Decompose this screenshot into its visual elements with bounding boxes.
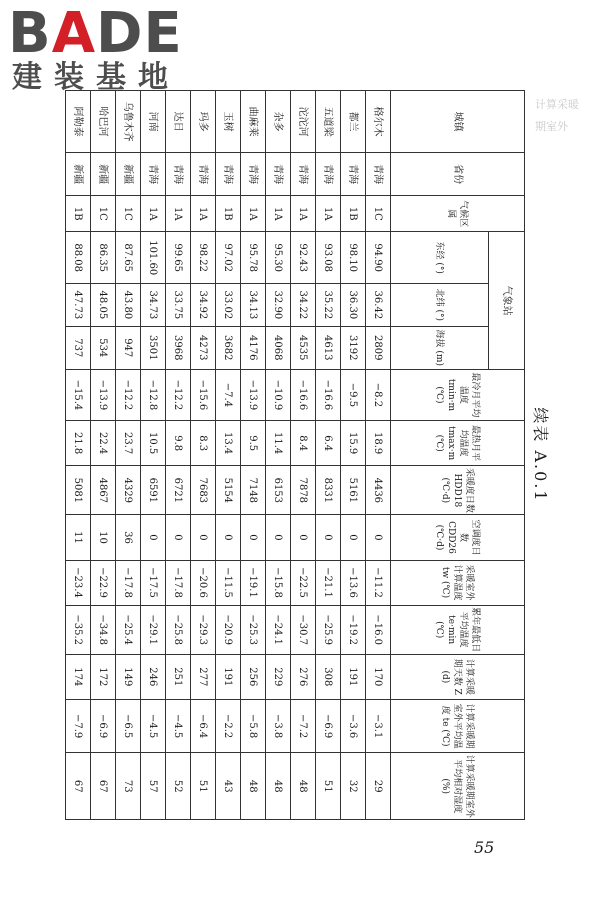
header-heating-avg-outdoor: 计算采暖期室外平均温度 te (℃) [391, 699, 525, 753]
cell-tmin: −15.6 [191, 369, 216, 420]
cell-temin: −20.9 [216, 605, 241, 654]
cell-lat: 34.22 [291, 283, 316, 326]
cell-z: 246 [141, 654, 166, 699]
cell-temin: −16.0 [366, 605, 391, 654]
cell-tmin: −10.9 [266, 369, 291, 420]
cell-alt: 2809 [366, 326, 391, 369]
cell-rh: 67 [91, 753, 116, 820]
cell-province: 青海 [266, 153, 291, 196]
cell-z: 170 [366, 654, 391, 699]
cell-tmin: −7.4 [216, 369, 241, 420]
cell-province: 新疆 [66, 153, 91, 196]
logo-subtitle: 建装基地 [12, 60, 180, 95]
cell-z: 256 [241, 654, 266, 699]
cell-cdd: 0 [191, 515, 216, 560]
cell-tmax: 10.5 [141, 421, 166, 466]
cell-alt: 534 [91, 326, 116, 369]
table-row [216, 91, 241, 820]
cell-z: 191 [216, 654, 241, 699]
header-heating-avg-rh: 计算采暖期室外平均相对湿度 (%) [391, 753, 525, 820]
cell-rh: 51 [191, 753, 216, 820]
cell-cdd: 0 [366, 515, 391, 560]
table-row [116, 91, 141, 820]
cell-province: 新疆 [116, 153, 141, 196]
cell-lat: 32.90 [266, 283, 291, 326]
cell-cdd: 0 [166, 515, 191, 560]
cell-te: −6.4 [191, 699, 216, 753]
page-number: 55 [474, 838, 495, 857]
cell-hdd: 7683 [191, 466, 216, 515]
cell-alt: 4613 [316, 326, 341, 369]
table-row [341, 91, 366, 820]
table-caption: 续表 A.0.1 [531, 407, 550, 503]
cell-lat: 36.42 [366, 283, 391, 326]
cell-tmax: 22.4 [91, 421, 116, 466]
cell-tmin: −12.2 [116, 369, 141, 420]
cell-tmax: 15.9 [341, 421, 366, 466]
cell-cdd: 0 [266, 515, 291, 560]
cell-hdd: 8331 [316, 466, 341, 515]
cell-tmin: −9.5 [341, 369, 366, 420]
cell-tmin: −16.6 [291, 369, 316, 420]
cell-tmin: −13.9 [91, 369, 116, 420]
table-row [266, 91, 291, 820]
cell-tmax: 18.9 [366, 421, 391, 466]
cell-province: 青海 [241, 153, 266, 196]
cell-tmax: 23.7 [116, 421, 141, 466]
cell-hdd: 4867 [91, 466, 116, 515]
cell-te: −3.8 [266, 699, 291, 753]
cell-lon: 97.02 [216, 232, 241, 283]
cell-te: −3.1 [366, 699, 391, 753]
rotated-table-container [72, 90, 555, 820]
cell-zone: 1B [66, 196, 91, 232]
cell-tmin: −15.4 [66, 369, 91, 420]
cell-tmax: 9.5 [241, 421, 266, 466]
cell-city: 哈巴河 [91, 91, 116, 153]
cell-lon: 98.22 [191, 232, 216, 283]
cell-city: 沱沱河 [291, 91, 316, 153]
cell-z: 308 [316, 654, 341, 699]
table-body [66, 91, 391, 820]
cell-city: 玛多 [191, 91, 216, 153]
table-row [191, 91, 216, 820]
table-row [366, 91, 391, 820]
cell-z: 174 [66, 654, 91, 699]
header-heating-outdoor: 采暖室外计算温度 tw (℃) [391, 560, 525, 605]
climate-data-table [65, 90, 525, 820]
cell-zone: 1A [291, 196, 316, 232]
cell-tw: −20.6 [191, 560, 216, 605]
cell-alt: 4535 [291, 326, 316, 369]
cell-lon: 87.65 [116, 232, 141, 283]
cell-tmax: 11.4 [266, 421, 291, 466]
cell-z: 172 [91, 654, 116, 699]
cell-hdd: 6153 [266, 466, 291, 515]
watermark-1: 计算采暖 [535, 98, 579, 111]
cell-temin: −35.2 [66, 605, 91, 654]
cell-cdd: 0 [341, 515, 366, 560]
cell-z: 277 [191, 654, 216, 699]
cell-province: 青海 [316, 153, 341, 196]
cell-z: 276 [291, 654, 316, 699]
cell-hdd: 6721 [166, 466, 191, 515]
cell-alt: 737 [66, 326, 91, 369]
cell-lat: 35.22 [316, 283, 341, 326]
table-row [141, 91, 166, 820]
table-row [241, 91, 266, 820]
table-row [166, 91, 191, 820]
cell-province: 青海 [216, 153, 241, 196]
cell-province: 新疆 [91, 153, 116, 196]
cell-te: −2.2 [216, 699, 241, 753]
cell-tw: −17.8 [166, 560, 191, 605]
header-city: 城镇 [391, 91, 525, 153]
cell-lon: 98.10 [341, 232, 366, 283]
cell-cdd: 0 [216, 515, 241, 560]
cell-rh: 48 [291, 753, 316, 820]
cell-temin: −30.7 [291, 605, 316, 654]
cell-te: −7.2 [291, 699, 316, 753]
cell-tw: −21.1 [316, 560, 341, 605]
cell-city: 曲麻莱 [241, 91, 266, 153]
header-extreme-min: 累年最低日平均温度 te·min (℃) [391, 605, 525, 654]
cell-province: 青海 [141, 153, 166, 196]
cell-cdd: 11 [66, 515, 91, 560]
cell-tw: −11.5 [216, 560, 241, 605]
cell-te: −4.5 [141, 699, 166, 753]
cell-tmax: 6.4 [316, 421, 341, 466]
cell-hdd: 5081 [66, 466, 91, 515]
cell-z: 149 [116, 654, 141, 699]
cell-province: 青海 [166, 153, 191, 196]
cell-rh: 48 [241, 753, 266, 820]
cell-zone: 1A [241, 196, 266, 232]
cell-z: 229 [266, 654, 291, 699]
cell-te: −4.5 [166, 699, 191, 753]
table-row [66, 91, 91, 820]
cell-zone: 1A [316, 196, 341, 232]
cell-alt: 3192 [341, 326, 366, 369]
cell-z: 191 [341, 654, 366, 699]
cell-alt: 4273 [191, 326, 216, 369]
cell-te: −7.9 [66, 699, 91, 753]
cell-te: −6.5 [116, 699, 141, 753]
cell-zone: 1C [366, 196, 391, 232]
cell-tmax: 9.8 [166, 421, 191, 466]
cell-alt: 947 [116, 326, 141, 369]
cell-temin: −34.8 [91, 605, 116, 654]
cell-rh: 51 [316, 753, 341, 820]
cell-tmin: −13.9 [241, 369, 266, 420]
header-heating-days: 计算采暖期天数 Z (d) [391, 654, 525, 699]
cell-alt: 4068 [266, 326, 291, 369]
cell-city: 杂多 [266, 91, 291, 153]
cell-hdd: 4329 [116, 466, 141, 515]
cell-hdd: 4436 [366, 466, 391, 515]
cell-rh: 48 [266, 753, 291, 820]
header-station: 气象站 [489, 232, 525, 369]
table-row [91, 91, 116, 820]
cell-tw: −22.5 [291, 560, 316, 605]
header-coldest-month: 最冷月平均温度 tmin·m (℃) [391, 369, 525, 420]
cell-te: −6.9 [316, 699, 341, 753]
cell-cdd: 0 [241, 515, 266, 560]
cell-tmax: 8.4 [291, 421, 316, 466]
cell-cdd: 10 [91, 515, 116, 560]
cell-hdd: 5154 [216, 466, 241, 515]
cell-tw: −19.1 [241, 560, 266, 605]
cell-tw: −13.6 [341, 560, 366, 605]
cell-rh: 57 [141, 753, 166, 820]
cell-tw: −15.8 [266, 560, 291, 605]
cell-hdd: 6591 [141, 466, 166, 515]
cell-zone: 1A [166, 196, 191, 232]
cell-city: 达日 [166, 91, 191, 153]
cell-cdd: 36 [116, 515, 141, 560]
cell-lon: 95.30 [266, 232, 291, 283]
cell-lat: 34.73 [141, 283, 166, 326]
cell-city: 格尔木 [366, 91, 391, 153]
cell-temin: −25.4 [116, 605, 141, 654]
cell-alt: 4176 [241, 326, 266, 369]
cell-lon: 99.65 [166, 232, 191, 283]
cell-city: 都兰 [341, 91, 366, 153]
cell-temin: −25.8 [166, 605, 191, 654]
logo-wordmark: BADE [8, 1, 183, 66]
cell-temin: −24.1 [266, 605, 291, 654]
cell-tw: −22.9 [91, 560, 116, 605]
cell-rh: 43 [216, 753, 241, 820]
cell-hdd: 7148 [241, 466, 266, 515]
cell-tmin: −12.2 [166, 369, 191, 420]
cell-hdd: 5161 [341, 466, 366, 515]
table-row [291, 91, 316, 820]
cell-city: 河南 [141, 91, 166, 153]
cell-cdd: 0 [141, 515, 166, 560]
cell-temin: −29.3 [191, 605, 216, 654]
cell-tmax: 13.4 [216, 421, 241, 466]
cell-city: 玉树 [216, 91, 241, 153]
cell-lat: 34.13 [241, 283, 266, 326]
cell-te: −3.6 [341, 699, 366, 753]
cell-city: 五道梁 [316, 91, 341, 153]
cell-lon: 101.60 [141, 232, 166, 283]
watermark-2: 期室外 [535, 120, 568, 133]
cell-city: 乌鲁木齐 [116, 91, 141, 153]
header-climate-zone: 气候区属 [391, 196, 525, 232]
cell-zone: 1B [341, 196, 366, 232]
cell-lat: 34.92 [191, 283, 216, 326]
cell-tmax: 21.8 [66, 421, 91, 466]
cell-hdd: 7878 [291, 466, 316, 515]
cell-lon: 86.35 [91, 232, 116, 283]
cell-tw: −23.4 [66, 560, 91, 605]
cell-city: 阿勒泰 [66, 91, 91, 153]
cell-alt: 3968 [166, 326, 191, 369]
header-hdd: 采暖度日数 HDD18 (℃·d) [391, 466, 525, 515]
cell-rh: 29 [366, 753, 391, 820]
cell-lon: 94.90 [366, 232, 391, 283]
cell-rh: 52 [166, 753, 191, 820]
cell-zone: 1A [191, 196, 216, 232]
cell-zone: 1C [116, 196, 141, 232]
cell-tmin: −16.6 [316, 369, 341, 420]
cell-z: 251 [166, 654, 191, 699]
cell-tmax: 8.3 [191, 421, 216, 466]
cell-tw: −11.2 [366, 560, 391, 605]
cell-cdd: 0 [291, 515, 316, 560]
cell-province: 青海 [291, 153, 316, 196]
cell-lon: 92.43 [291, 232, 316, 283]
cell-province: 青海 [341, 153, 366, 196]
cell-tmin: −12.8 [141, 369, 166, 420]
cell-province: 青海 [366, 153, 391, 196]
header-longitude: 东经 (°) [391, 232, 489, 283]
cell-temin: −25.9 [316, 605, 341, 654]
cell-province: 青海 [191, 153, 216, 196]
cell-lon: 95.78 [241, 232, 266, 283]
cell-rh: 73 [116, 753, 141, 820]
cell-lat: 33.02 [216, 283, 241, 326]
cell-temin: −19.2 [341, 605, 366, 654]
header-altitude: 海拔 (m) [391, 326, 489, 369]
header-hottest-month: 最热月平均温度 tmax·m (℃) [391, 421, 525, 466]
cell-tw: −17.8 [116, 560, 141, 605]
cell-tmin: −8.2 [366, 369, 391, 420]
cell-cdd: 0 [316, 515, 341, 560]
cell-lat: 48.05 [91, 283, 116, 326]
cell-lon: 88.08 [66, 232, 91, 283]
cell-zone: 1C [91, 196, 116, 232]
cell-temin: −29.1 [141, 605, 166, 654]
cell-te: −5.8 [241, 699, 266, 753]
cell-lat: 43.80 [116, 283, 141, 326]
cell-zone: 1A [141, 196, 166, 232]
header-province: 省份 [391, 153, 525, 196]
cell-zone: 1A [266, 196, 291, 232]
cell-rh: 67 [66, 753, 91, 820]
cell-temin: −25.3 [241, 605, 266, 654]
cell-lon: 93.08 [316, 232, 341, 283]
cell-lat: 33.75 [166, 283, 191, 326]
table-row [316, 91, 341, 820]
brand-logo [8, 1, 208, 95]
cell-zone: 1B [216, 196, 241, 232]
cell-alt: 3682 [216, 326, 241, 369]
cell-lat: 47.73 [66, 283, 91, 326]
cell-te: −6.9 [91, 699, 116, 753]
cell-lat: 36.30 [341, 283, 366, 326]
cell-tw: −17.5 [141, 560, 166, 605]
cell-alt: 3501 [141, 326, 166, 369]
cell-rh: 32 [341, 753, 366, 820]
header-latitude: 北纬 (°) [391, 283, 489, 326]
header-cdd: 空调度日数 CDD26 (℃·d) [391, 515, 525, 560]
